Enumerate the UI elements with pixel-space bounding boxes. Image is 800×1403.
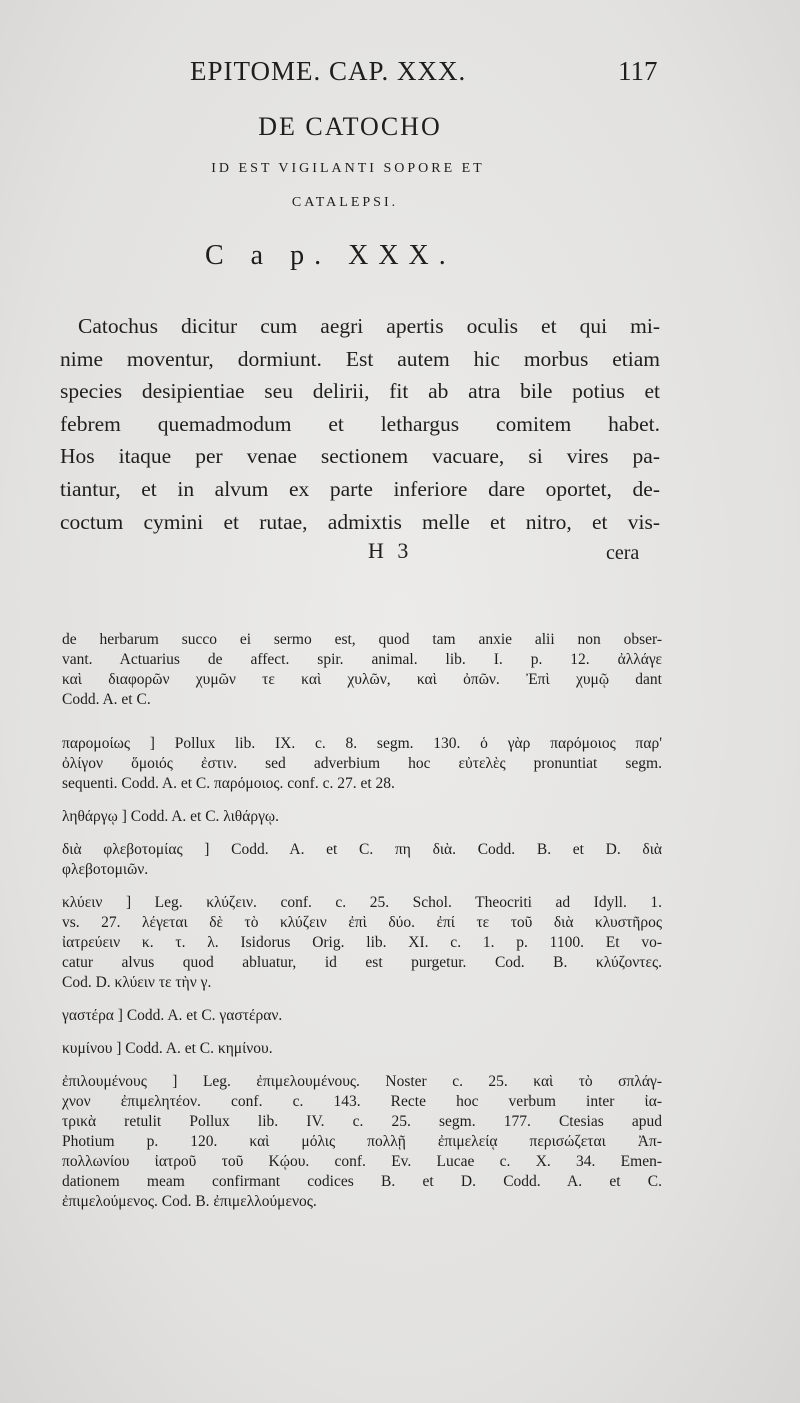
footnote-line: vs. 27. λέγεται δὲ τὸ κλύζειν ἐπὶ δύο. ἐπί τε τοῦ διὰ κλυστῆρος xyxy=(62,914,662,931)
footnote xyxy=(62,893,662,993)
footnote-line: πολλωνίου ἰατροῦ τοῦ Κῴου. conf. Ev. Lucae c. X. 34. Emen- xyxy=(62,1153,662,1170)
chapter-label: C a p. XXX. xyxy=(205,240,456,271)
footnotes xyxy=(62,630,662,1225)
footnote xyxy=(62,734,662,794)
main-text-line: nime moventur, dormiunt. Est autem hic morbus etiam xyxy=(60,346,660,371)
footnote-line: sequenti. Codd. A. et C. παρόμοιος. conf. c. 27. et 28. xyxy=(62,775,395,792)
footnote-line: ὀλίγον ὅμοιός ἐστιν. sed adverbium hoc εὐτελὲς pronuntiat segm. xyxy=(62,755,662,772)
main-text xyxy=(60,310,660,538)
footnote-line: ληθάργῳ ] Codd. A. et C. λιθάργῳ. xyxy=(62,808,280,825)
footnote-line: ἰατρεύειν κ. τ. λ. Isidorus Orig. lib. XI. c. 1. p. 1100. Et vo- xyxy=(62,934,662,951)
footnote-line: vant. Actuarius de affect. spir. animal. lib. I. p. 12. ἀλλάγε xyxy=(62,651,662,668)
footnote-line: καὶ διαφορῶν χυμῶν τε καὶ χυλῶν, καὶ ὀπῶν. Ἐπὶ χυμῷ dant xyxy=(62,671,662,688)
footnote-line: φλεβοτομιῶν. xyxy=(62,861,149,878)
chapter-subtitle-line-2: CATALEPSI. xyxy=(291,195,399,210)
footnote-line: τρικὰ retulit Pollux lib. IV. c. 25. segm. 177. Ctesias apud xyxy=(62,1113,662,1130)
running-head xyxy=(0,52,800,92)
footnote-line: διὰ φλεβοτομίας ] Codd. A. et C. πη διὰ. Codd. B. et D. διὰ xyxy=(62,841,662,858)
running-title: EPITOME. CAP. XXX. xyxy=(190,56,467,86)
main-text-line: Catochus dicitur cum aegri apertis oculis et qui mi- xyxy=(78,314,660,338)
printer-signature: H 3 xyxy=(368,538,413,563)
page-number: 117 xyxy=(618,56,658,86)
footnote xyxy=(62,630,662,710)
main-text-line: febrem quemadmodum et lethargus comitem habet. xyxy=(60,411,660,436)
footnote-line: de herbarum succo ei sermo est, quod tam anxie alii non obser- xyxy=(62,631,662,648)
footnote-line: catur alvus quod abluatur, id est purgetur. Cod. B. κλύζοντες. xyxy=(62,954,662,971)
footnote-line: ἐπιλουμένους ] Leg. ἐπιμελουμένους. Noster c. 25. καὶ τὸ σπλάγ- xyxy=(62,1073,662,1090)
main-text-line: Hos itaque per venae sectionem vacuare, si vires pa- xyxy=(60,444,660,469)
footnote-line: ἐπιμελούμενος. Cod. B. ἐπιμελλούμενος. xyxy=(62,1193,317,1210)
footnote xyxy=(62,1072,662,1212)
footnote xyxy=(62,1006,662,1026)
footnote-line: παρομοίως ] Pollux lib. IX. c. 8. segm. 130. ὁ γὰρ παρόμοιος παρ' xyxy=(62,735,662,752)
footnote-line: κλύειν ] Leg. κλύζειν. conf. c. 25. Schol. Theocriti ad Idyll. 1. xyxy=(62,894,662,911)
footnote-line: Photium p. 120. καὶ μόλις πολλῇ ἐπιμελείᾳ περισώζεται Ἀπ- xyxy=(62,1133,662,1150)
footnote-line: κυμίνου ] Codd. A. et C. κημίνου. xyxy=(62,1040,273,1057)
footnote-line: dationem meam confirmant codices B. et D. Codd. A. et C. xyxy=(62,1173,662,1190)
footnote xyxy=(62,807,662,827)
footnote-line: γαστέρα ] Codd. A. et C. γαστέραν. xyxy=(62,1007,283,1024)
footnote xyxy=(62,840,662,880)
signature-line xyxy=(0,538,800,570)
main-text-line: tiantur, et in alvum ex parte inferiore dare oportet, de- xyxy=(60,476,660,501)
chapter-title: DE CATOCHO xyxy=(258,112,442,141)
footnote-line: χνον ἐπιμελητέον. conf. c. 143. Recte hoc verbum inter ἰα- xyxy=(62,1093,662,1110)
main-text-line: coctum cymini et rutae, admixtis melle et nitro, et vis- xyxy=(60,509,660,534)
footnote xyxy=(62,1039,662,1059)
footnote-line: Codd. A. et C. xyxy=(62,691,151,708)
chapter-subtitle-line-1: ID EST VIGILANTI SOPORE ET xyxy=(211,161,485,176)
main-text-line: species desipientiae seu delirii, fit ab atra bile potius et xyxy=(60,379,660,404)
catchword: cera xyxy=(606,542,640,564)
footnote-line: Cod. D. κλύειν τε τὴν γ. xyxy=(62,974,212,991)
